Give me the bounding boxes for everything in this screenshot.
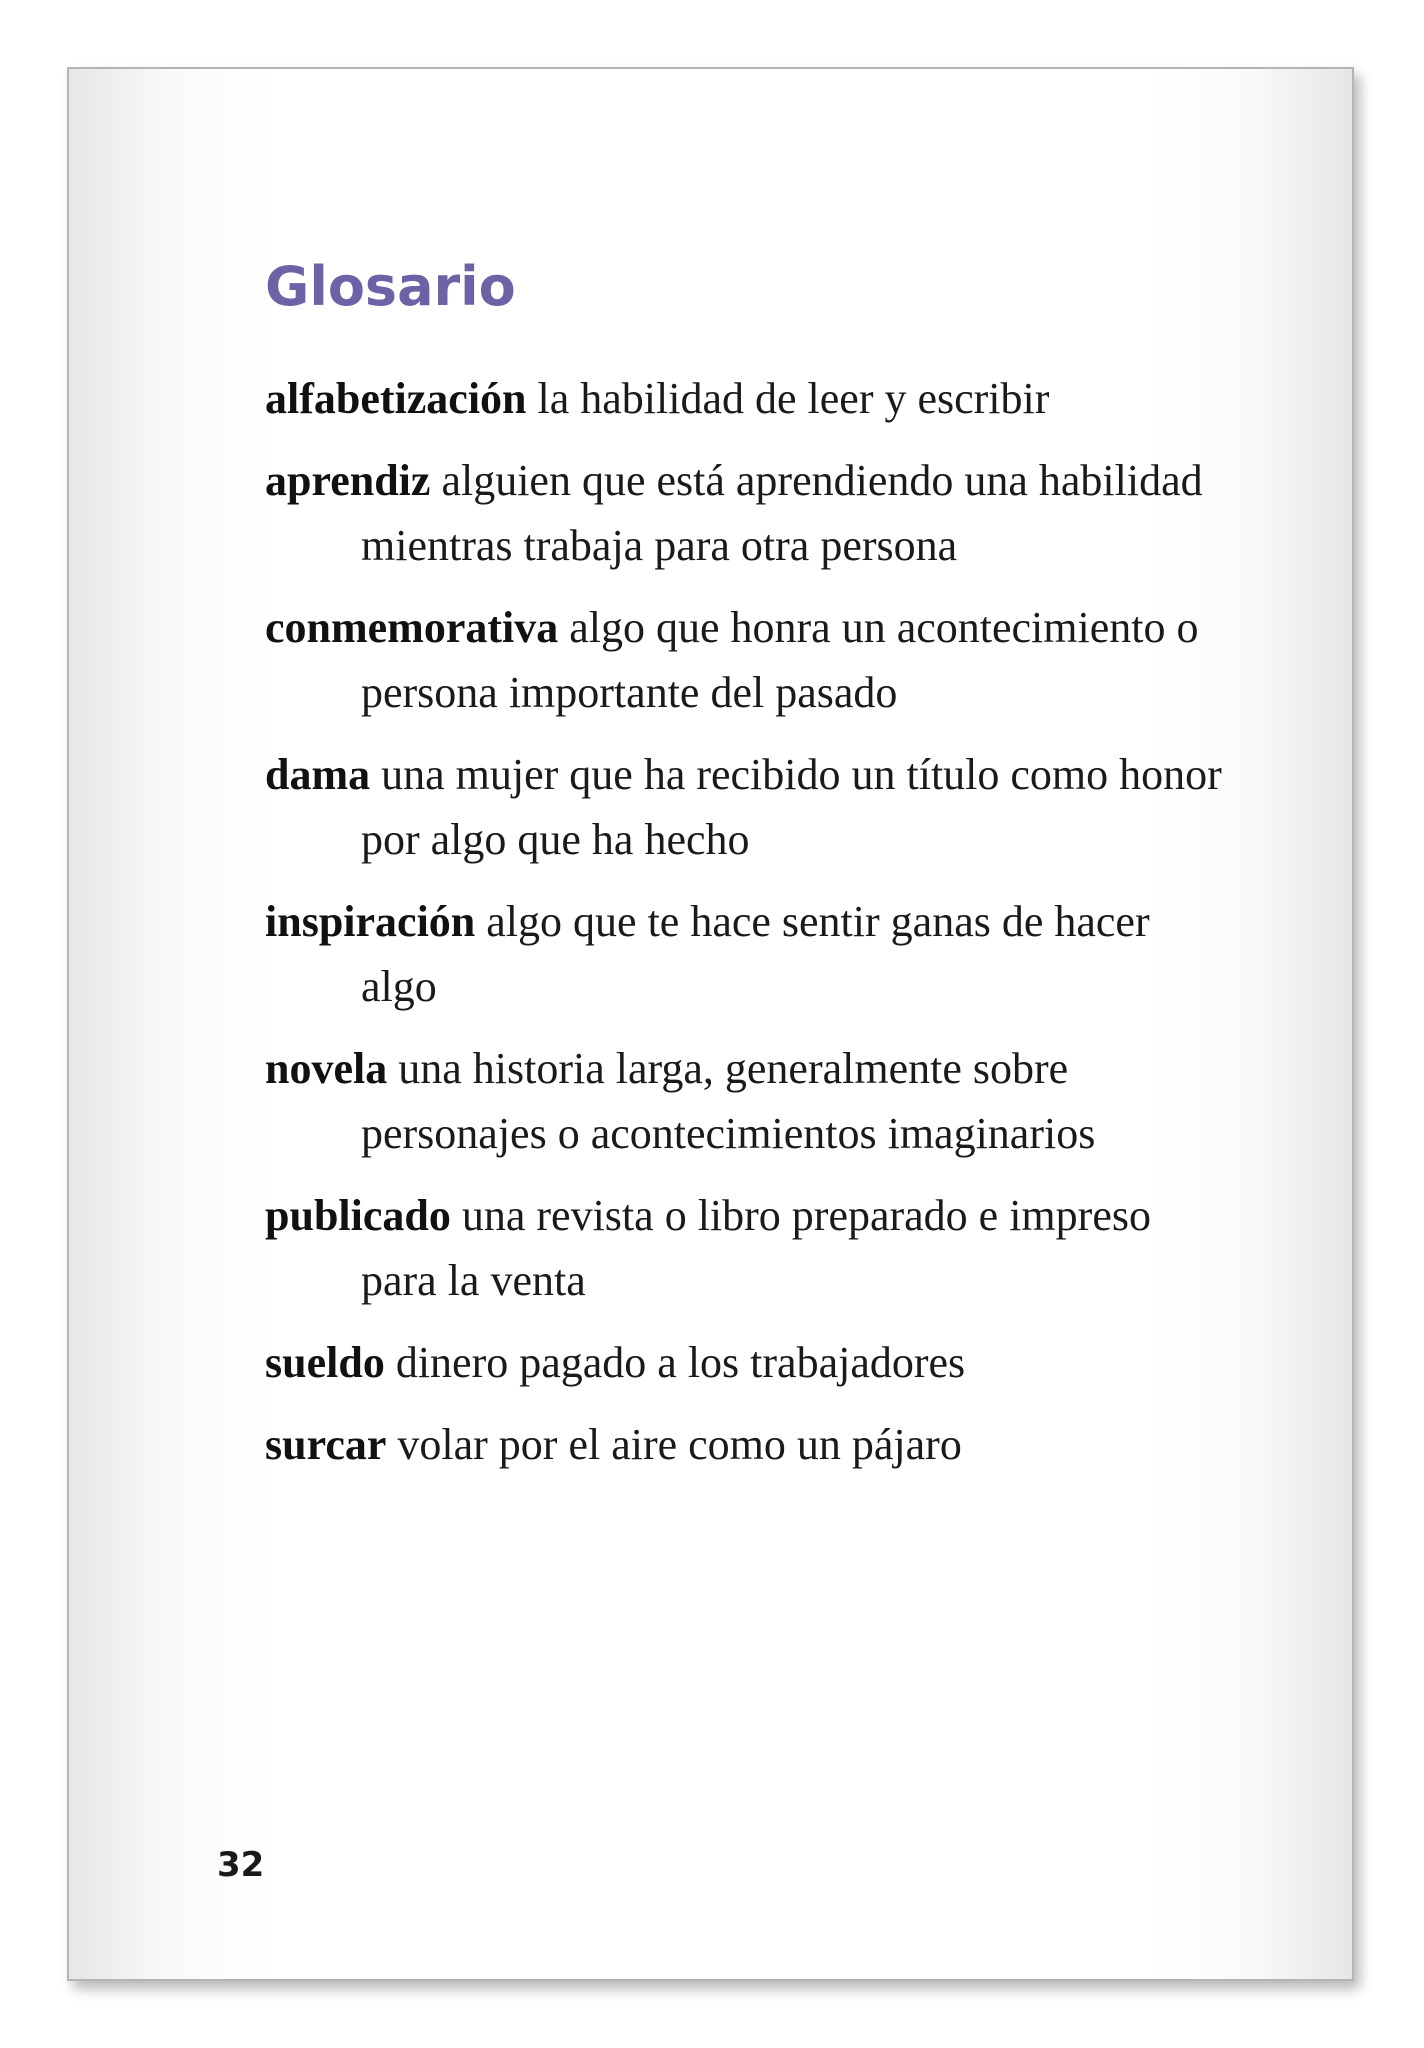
glossary-entry (265, 366, 1225, 431)
page-title: Glosario (265, 255, 516, 318)
glossary-entry (265, 448, 1225, 578)
glossary-term: sueldo (265, 1338, 385, 1388)
glossary-definition: algo que honra un acontecimiento o persona importante del pasado (361, 603, 1199, 718)
glossary-entry (265, 742, 1225, 872)
glossary-definition: alguien que está aprendiendo una habilidad mientras trabaja para otra persona (361, 456, 1203, 571)
glossary-entry (265, 1183, 1225, 1313)
glossary-term: conmemorativa (265, 603, 559, 653)
glossary-term: surcar (265, 1420, 387, 1470)
page-number: 32 (217, 1845, 265, 1885)
glossary-definition: la habilidad de leer y escribir (537, 374, 1050, 424)
glossary-definition: una revista o libro preparado e impreso para la venta (361, 1191, 1151, 1306)
glossary-definition: una historia larga, generalmente sobre personajes o acontecimientos imaginarios (361, 1044, 1096, 1159)
glossary-term: aprendiz (265, 456, 431, 506)
glossary-term: inspiración (265, 897, 476, 947)
glossary-term: alfabetización (265, 374, 527, 424)
glossary-definition: una mujer que ha recibido un título como honor por algo que ha hecho (361, 750, 1222, 865)
glossary-term: publicado (265, 1191, 451, 1241)
glossary-entry (265, 1412, 1225, 1477)
glossary-entry (265, 1036, 1225, 1166)
glossary-entry (265, 1330, 1225, 1395)
book-page (67, 67, 1354, 1981)
glossary-entry (265, 595, 1225, 725)
glossary-definition: dinero pagado a los trabajadores (395, 1338, 966, 1388)
glossary-term: dama (265, 750, 371, 800)
glossary-entry (265, 889, 1225, 1019)
glossary-definition: algo que te hace sentir ganas de hacer algo (361, 897, 1150, 1012)
glossary-content (265, 257, 1225, 1494)
glossary-term: novela (265, 1044, 388, 1094)
glossary-definition: volar por el aire como un pájaro (397, 1420, 962, 1470)
